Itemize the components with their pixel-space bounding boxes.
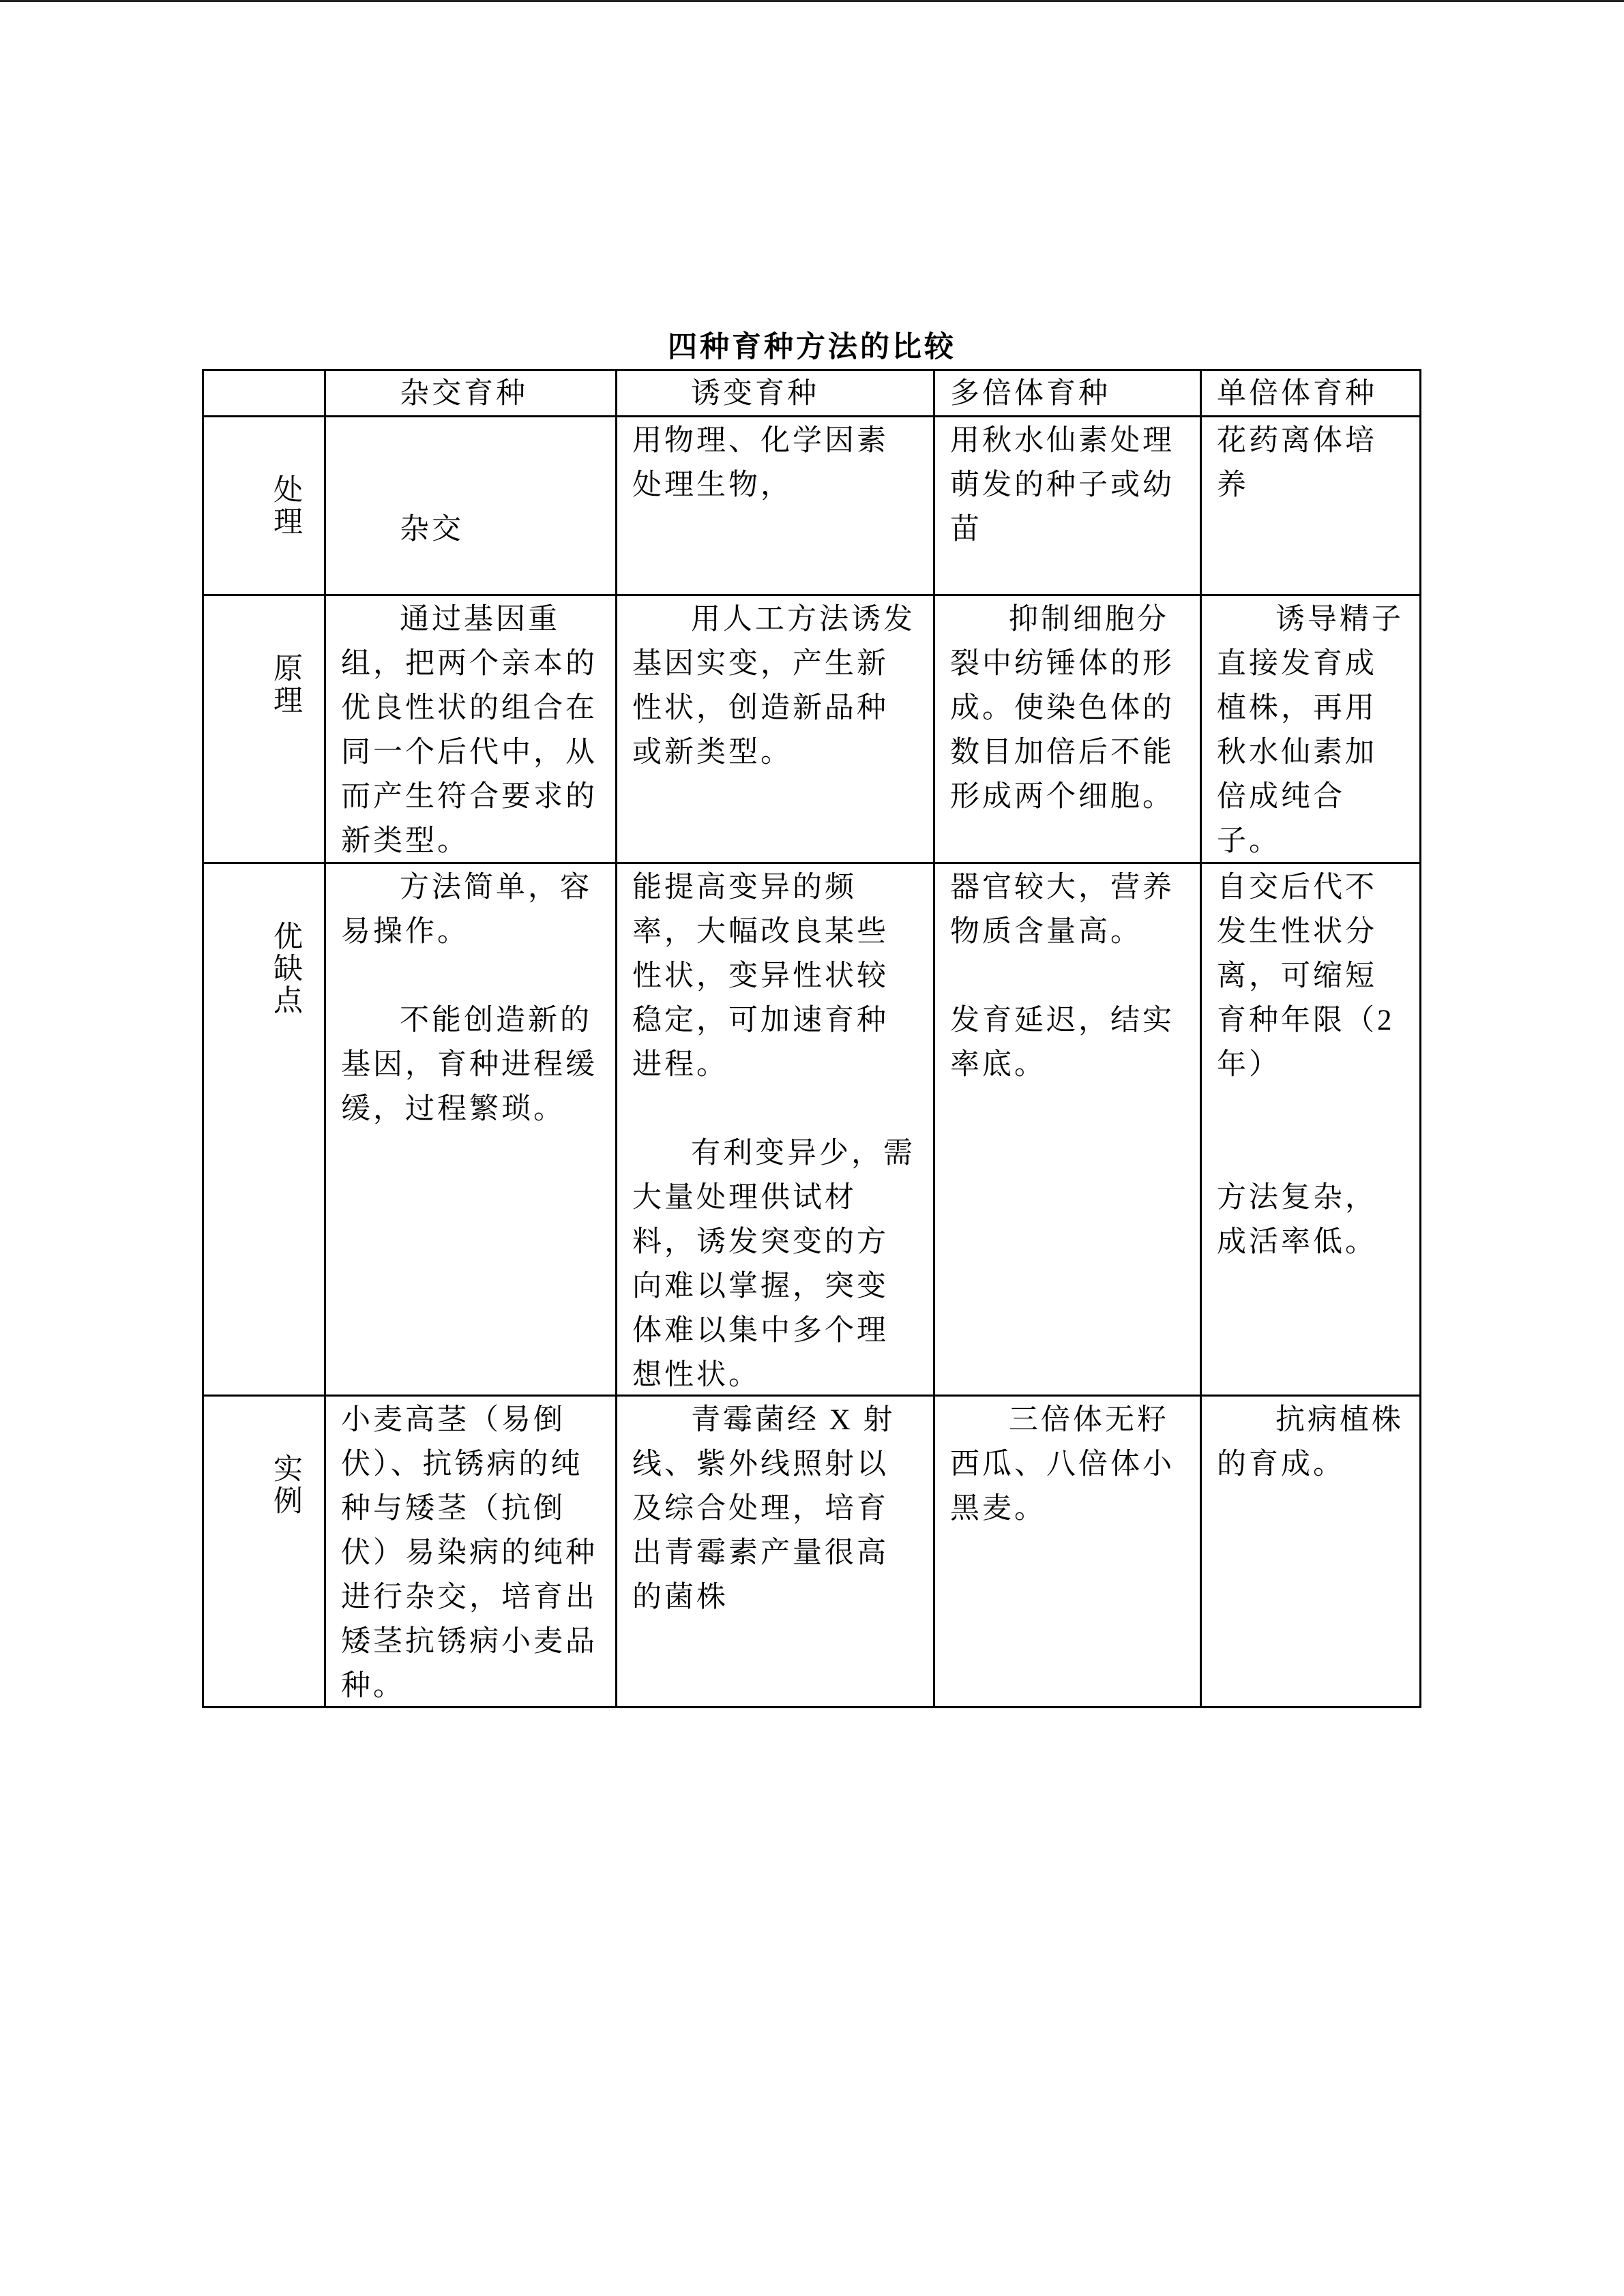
- header-label: 杂交育种: [400, 378, 528, 410]
- row-label-principle: [204, 596, 326, 864]
- cell-principle-haploid: [1202, 596, 1421, 864]
- cell-proscons-hybrid: [326, 864, 617, 1397]
- header-label: 单倍体育种: [1217, 378, 1377, 410]
- cell-paragraph-advantages: 方法简单，容 易操作。: [341, 871, 592, 948]
- cell-principle-polyploid: [935, 596, 1202, 864]
- cell-paragraph-disadvantages: 有利变异少，需 大量处理供试材 料，诱发突变的方 向难以掌握，突变 体难以集中多个理 想性状。: [632, 1137, 915, 1391]
- cell-paragraph-disadvantages: 方法复杂， 成活率低。: [1217, 1182, 1377, 1258]
- cell-paragraph: 诱导精子 直接发育成 植株，再用 秋水仙素加 倍成纯合 子。: [1217, 603, 1404, 857]
- row-label-text: 原理: [274, 653, 303, 717]
- cell-paragraph-advantages: 自交后代不 发生性状分 离，可缩短 育种年限（2 年）: [1217, 871, 1395, 1081]
- cell-treatment-mutation: [617, 417, 935, 596]
- cell-principle-hybrid: [326, 596, 617, 864]
- cell-proscons-haploid: [1202, 864, 1421, 1397]
- header-corner-cell: [204, 371, 326, 417]
- cell-paragraph-disadvantages: 发育延迟，结实 率底。: [950, 1004, 1175, 1081]
- cell-example-haploid: [1202, 1397, 1421, 1708]
- row-label-text: 处理: [274, 475, 303, 539]
- cell-treatment-hybrid: [326, 417, 617, 596]
- header-mutation-breeding: [617, 371, 935, 417]
- cell-paragraph: 三倍体无籽 西瓜、八倍体小 黑麦。: [950, 1404, 1175, 1525]
- header-label: 多倍体育种: [950, 378, 1110, 410]
- row-label-text: 优缺点: [274, 921, 303, 1017]
- cell-paragraph: 抑制细胞分 裂中纺锤体的形 成。使染色体的 数目加倍后不能 形成两个细胞。: [950, 603, 1175, 813]
- header-hybrid-breeding: [326, 371, 617, 417]
- page-top-border: [0, 0, 1624, 2]
- page-title: 四种育种方法的比较: [668, 330, 956, 364]
- comparison-table: [202, 369, 1421, 1708]
- cell-proscons-polyploid: [935, 864, 1202, 1397]
- header-haploid-breeding: [1202, 371, 1421, 417]
- cell-example-mutation: [617, 1397, 935, 1708]
- cell-paragraph: 杂交: [400, 513, 464, 546]
- row-label-treatment: [204, 417, 326, 596]
- cell-paragraph: 用人工方法诱发 基因实变，产生新 性状，创造新品种 或新类型。: [632, 603, 915, 769]
- cell-paragraph: 青霉菌经 X 射 线、紫外线照射以 及综合处理，培育 出青霉素产量很高 的菌株: [632, 1404, 896, 1613]
- row-label-text: 实例: [274, 1454, 303, 1518]
- cell-paragraph-advantages: 器官较大，营养 物质含量高。: [950, 871, 1175, 948]
- cell-paragraph-disadvantages: 不能创造新的 基因，育种进程缓 缓，过程繁琐。: [341, 1004, 597, 1125]
- cell-example-polyploid: [935, 1397, 1202, 1708]
- row-label-examples: [204, 1397, 326, 1708]
- cell-paragraph: 花药离体培 养: [1217, 425, 1377, 501]
- cell-proscons-mutation: [617, 864, 935, 1397]
- cell-treatment-haploid: [1202, 417, 1421, 596]
- cell-principle-mutation: [617, 596, 935, 864]
- header-polyploid-breeding: [935, 371, 1202, 417]
- cell-paragraph: 小麦高茎（易倒 伏）、抗锈病的纯 种与矮茎（抗倒 伏）易染病的纯种 进行杂交，培育出 矮茎抗锈病小麦品 种。: [341, 1404, 597, 1702]
- cell-example-hybrid: [326, 1397, 617, 1708]
- row-label-pros-cons: [204, 864, 326, 1397]
- cell-paragraph: 用秋水仙素处理 萌发的种子或幼 苗: [950, 425, 1175, 546]
- cell-paragraph-advantages: 能提高变异的频 率，大幅改良某些 性状，变异性状较 稳定，可加速育种 进程。: [632, 871, 889, 1081]
- cell-paragraph: 用物理、化学因素 处理生物，: [632, 425, 889, 501]
- cell-treatment-polyploid: [935, 417, 1202, 596]
- cell-paragraph: 抗病植株 的育成。: [1217, 1404, 1404, 1480]
- cell-paragraph: 通过基因重 组，把两个亲本的 优良性状的组合在 同一个后代中，从 而产生符合要求的 新类型。: [341, 603, 597, 857]
- header-label: 诱变育种: [691, 378, 819, 410]
